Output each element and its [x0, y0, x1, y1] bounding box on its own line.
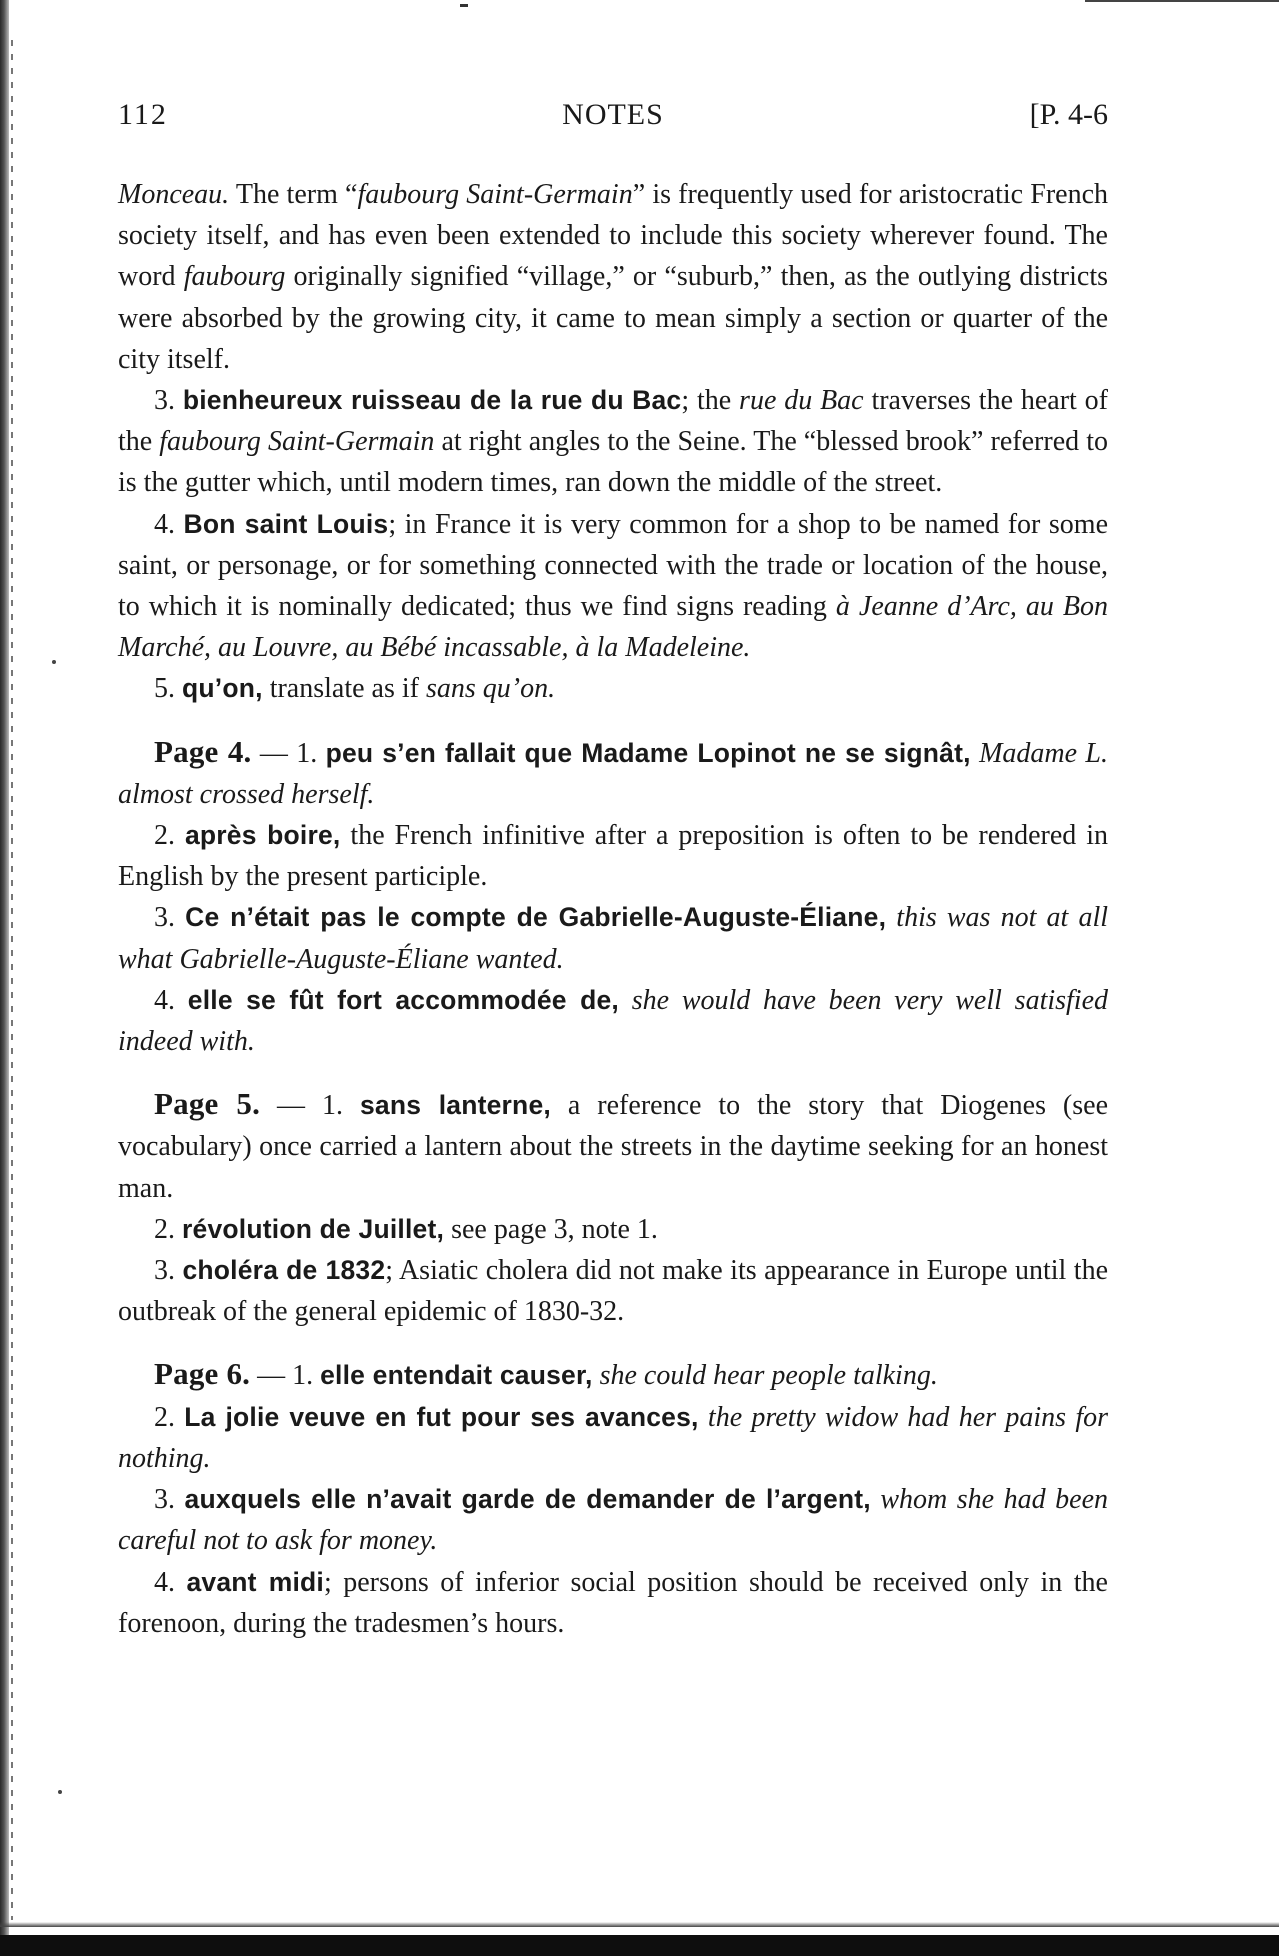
note-number: 3.	[154, 1255, 183, 1287]
note-headword: sans lanterne,	[359, 1090, 551, 1121]
note-page6-1: Page 6. — 1. elle entendait causer, she could hear people talking.	[154, 1356, 938, 1392]
scan-top-rule	[1085, 0, 1279, 2]
note-page6-3: 3. auxquels elle n’avait garde de demander de l’argent, whom she had been careful not to ask for money.	[118, 1484, 1109, 1557]
note-page4-1: Page 4. — 1. peu s’en fallait que Madame Lopinot ne se signât, Madame L. almost crossed herself.	[118, 733, 1108, 810]
scan-top-mark	[460, 4, 468, 7]
note-headword: révolution de Juillet,	[182, 1213, 445, 1244]
page-heading: Page 5.	[154, 1086, 261, 1122]
note-headword: avant midi	[186, 1566, 324, 1597]
running-head	[118, 98, 1108, 138]
page-range: [P. 4-6	[1029, 98, 1108, 131]
scan-speck	[58, 1790, 62, 1794]
note-page5-2: 2. révolution de Juillet, see page 3, note 1.	[154, 1213, 658, 1245]
note-number: 3.	[154, 385, 183, 417]
note-headword: auxquels elle n’avait garde de demander de l’argent,	[184, 1484, 871, 1515]
scan-speck	[52, 660, 56, 664]
note-number: 5.	[154, 673, 182, 705]
book-page	[118, 98, 1108, 1644]
note-page4-2: 2. après boire, the French infinitive after a preposition is often to be rendered in English by the present participle.	[118, 820, 1109, 893]
note-p3-3: 3. bienheureux ruisseau de la rue du Bac; the rue du Bac traverses the heart of the faubourg Saint-Germain at right angles to the Seine. The “blessed brook” referred to is the gutter which, until modern times, ran down the middle of the street.	[118, 385, 1108, 499]
note-headword: Bon saint Louis	[183, 508, 389, 539]
page-heading: Page 4.	[154, 733, 252, 769]
note-headword: choléra de 1832	[182, 1255, 386, 1286]
note-headword: bienheureux ruisseau de la rue du Bac	[182, 385, 682, 416]
note-headword: après boire,	[184, 820, 341, 851]
note-number: 2.	[154, 1401, 185, 1433]
scan-bottom-edge	[0, 1935, 1279, 1956]
note-headword: elle entendait causer,	[320, 1360, 593, 1391]
note-p3-5: 5. qu’on, translate as if sans qu’on.	[154, 673, 556, 705]
scan-binding-shadow	[11, 40, 13, 1920]
italic-term: faubourg Saint-Germain	[357, 179, 633, 210]
note-page6-2: 2. La jolie veuve en fut pour ses avances, the pretty widow had her pains for nothing.	[118, 1401, 1108, 1474]
note-continuation: Monceau. The term “faubourg Saint-Germain” is frequently used for aristocratic French society itself, and has even been extended to include this society wherever found. The word faubourg originally signified “village,” or “suburb,” then, as the outlying districts were absorbed by the growing city, it came to mean simply a section or quarter of the city itself.	[118, 179, 1109, 375]
note-headword: elle se fût fort accommodée de,	[187, 984, 619, 1015]
note-page5-1: Page 5. — 1. sans lanterne, a reference to the story that Diogenes (see vocabulary) once carried a lantern about the streets in the daytime seeking for an honest man.	[118, 1086, 1109, 1204]
note-number: 2.	[154, 1213, 182, 1245]
page-number: 112	[118, 98, 168, 131]
scan-left-edge	[0, 0, 9, 1956]
note-page4-4: 4. elle se fût fort accommodée de, she would have been very well satisfied indeed with.	[118, 984, 1109, 1058]
note-page6-4: 4. avant midi; persons of inferior social position should be received only in the forenoon, during the tradesmen’s hours.	[118, 1566, 1108, 1639]
scan-bottom-shadow	[0, 1922, 1279, 1927]
page-heading: Page 6.	[154, 1356, 251, 1392]
note-number: 3.	[154, 1484, 185, 1516]
note-p3-4: 4. Bon saint Louis; in France it is very common for a shop to be named for some saint, or personage, or for something connected with the trade or location of the house, to which it is nominally dedicated; thus we find signs reading à Jeanne d’Arc, au Bon Marché, au Louvre, au Bébé incassable, à la Madeleine.	[118, 508, 1109, 664]
italic-term: Monceau.	[118, 179, 230, 210]
note-headword: qu’on,	[182, 673, 263, 704]
note-number: 4.	[154, 508, 184, 540]
italic-term: faubourg	[183, 261, 286, 293]
note-number: 4.	[154, 984, 188, 1016]
note-number: 4.	[154, 1566, 187, 1598]
note-page5-3: 3. choléra de 1832; Asiatic cholera did not make its appearance in Europe until the outbreak of the general epidemic of 1830-32.	[118, 1255, 1108, 1328]
note-headword: La jolie veuve en fut pour ses avances,	[184, 1401, 699, 1432]
running-title: NOTES	[562, 98, 664, 131]
note-page4-3: 3. Ce n’était pas le compte de Gabrielle-Auguste-Éliane, this was not at all what Gabrielle-Auguste-Éliane wanted.	[118, 902, 1109, 975]
note-number: 3.	[154, 902, 186, 934]
note-headword: peu s’en fallait que Madame Lopinot ne se signât,	[325, 737, 971, 768]
note-headword: Ce n’était pas le compte de Gabrielle-Auguste-Éliane,	[185, 902, 887, 933]
note-number: 2.	[154, 820, 185, 852]
